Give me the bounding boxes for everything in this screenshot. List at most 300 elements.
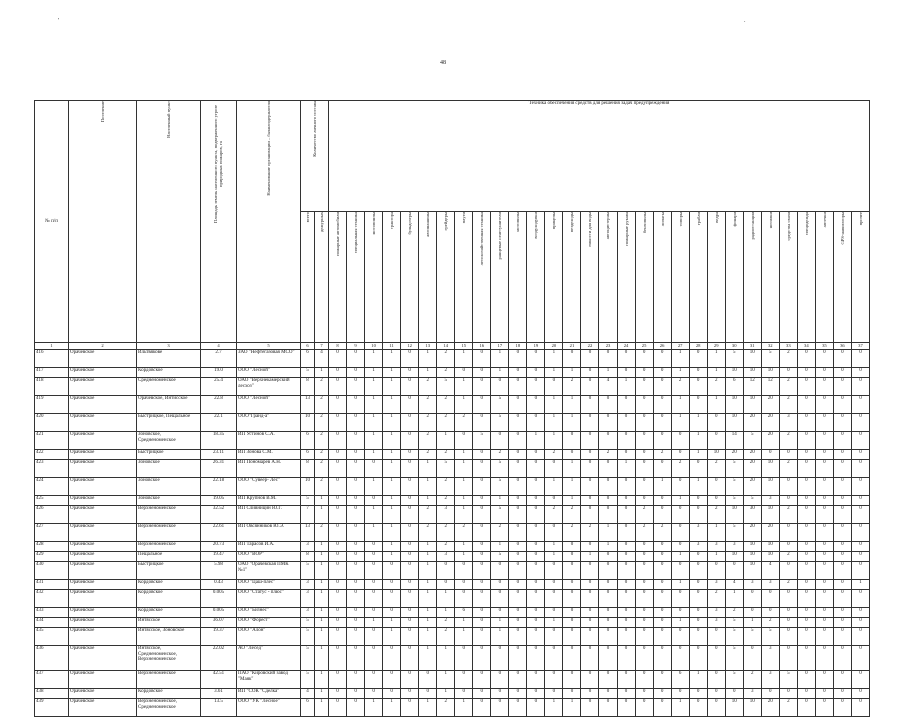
row-value: 0 [455, 580, 473, 590]
row-value: 0 [833, 562, 851, 580]
row-value: 0 [329, 618, 347, 628]
header-equip-col: лесохозяйственная техника [473, 212, 491, 343]
row-value: 0 [329, 628, 347, 646]
row-org: ПАО "Кировский завод "Маяк" [237, 671, 301, 689]
row-value: 0 [815, 689, 833, 699]
row-settlement: Орачевское [69, 689, 137, 699]
header-staff-total: всего [301, 212, 315, 343]
row-value: 10 [743, 542, 761, 552]
row-locality: Интясское, Зоновское [137, 628, 201, 646]
header-settlement: Поселение [69, 101, 137, 343]
row-value: 6 [455, 608, 473, 618]
row-value: 20 [761, 432, 779, 450]
row-value: 0 [545, 590, 563, 608]
row-value: 0 [347, 580, 365, 590]
row-value: 0 [473, 450, 491, 460]
row-value: 0 [689, 562, 707, 580]
row-value: 20 [743, 460, 761, 478]
row-value: 2 [779, 506, 797, 524]
row-value: 1 [617, 460, 635, 478]
table-row [35, 671, 870, 689]
header-staff: Количество личного состава [301, 101, 329, 212]
row-value: 0 [689, 506, 707, 524]
row-value: 1 [419, 618, 437, 628]
row-value: 0 [815, 350, 833, 368]
row-value: 0 [401, 699, 419, 717]
row-settlement: Орачевское [69, 524, 137, 542]
row-value: 0 [635, 618, 653, 628]
header-equip-col: лопаты [653, 212, 671, 343]
row-value: 0 [797, 506, 815, 524]
row-value: 5 [491, 414, 509, 432]
row-value: 0 [599, 699, 617, 717]
row-value: 0 [401, 478, 419, 496]
row-value: 0 [779, 628, 797, 646]
row-value: 0 [671, 506, 689, 524]
row-value: 0 [581, 496, 599, 506]
row-value: 0 [671, 628, 689, 646]
table-row [35, 699, 870, 717]
row-value: 1 [383, 618, 401, 628]
row-value: 1 [365, 618, 383, 628]
table-row [35, 368, 870, 378]
row-value: 3 [707, 580, 725, 590]
row-value: 0 [761, 608, 779, 618]
row-value: 1 [707, 524, 725, 542]
row-num: 420 [35, 414, 69, 432]
row-value: 0 [563, 689, 581, 699]
row-value: 0 [347, 350, 365, 368]
row-value: 0 [635, 460, 653, 478]
row-value: 0 [491, 580, 509, 590]
row-value: 0 [797, 646, 815, 671]
row-value: 1 [545, 368, 563, 378]
row-value: 5 [743, 432, 761, 450]
row-value: 0 [509, 450, 527, 460]
row-value: 0 [815, 628, 833, 646]
column-number: 28 [689, 343, 707, 350]
row-value: 0 [635, 552, 653, 562]
row-value: 1 [599, 368, 617, 378]
header-area: Площадь земель населенного пункта, подверженного угрозе природных пожаров, га [201, 101, 237, 343]
row-value: 0 [851, 552, 869, 562]
row-value: 1 [563, 699, 581, 717]
row-locality: Кордовское [137, 580, 201, 590]
row-value: 0 [527, 608, 545, 618]
row-value: 0 [509, 552, 527, 562]
row-area: 22.8 [201, 396, 237, 414]
row-value: 3 [725, 542, 743, 552]
row-value: 1 [365, 450, 383, 460]
row-value: 3 [437, 506, 455, 524]
row-value: 0 [473, 689, 491, 699]
table-row [35, 580, 870, 590]
row-value: 0 [797, 460, 815, 478]
row-value: 0 [689, 580, 707, 590]
row-value: 0 [365, 628, 383, 646]
row-value: 0 [401, 542, 419, 552]
column-number: 32 [761, 343, 779, 350]
row-org: ИП Устинов С.А. [237, 432, 301, 450]
row-value: 1 [383, 506, 401, 524]
row-value: 0 [383, 562, 401, 580]
row-value: 0 [815, 590, 833, 608]
row-value: 1 [365, 478, 383, 496]
row-value: 2 [419, 524, 437, 542]
row-value: 0 [797, 478, 815, 496]
row-value: 0 [617, 478, 635, 496]
row-value: 1 [743, 618, 761, 628]
row-value: 0 [473, 618, 491, 628]
row-value: 0 [329, 350, 347, 368]
row-value: 0 [761, 450, 779, 460]
row-value: 0 [509, 496, 527, 506]
row-settlement: Орачевское [69, 478, 137, 496]
row-value: 0 [851, 628, 869, 646]
row-value: 2 [437, 524, 455, 542]
row-value: 0 [473, 460, 491, 478]
row-value: 1 [365, 378, 383, 396]
row-value: 20 [761, 699, 779, 717]
row-value: 1 [419, 552, 437, 562]
column-number: 13 [419, 343, 437, 350]
row-num: 438 [35, 689, 69, 699]
row-value: 0 [473, 580, 491, 590]
row-value: 0 [851, 350, 869, 368]
row-value: 0 [743, 590, 761, 608]
row-value: 3 [761, 671, 779, 689]
row-value: 0 [509, 671, 527, 689]
row-area: 0.43 [201, 580, 237, 590]
row-value: 0 [509, 590, 527, 608]
row-value: 0 [851, 524, 869, 542]
row-value: 1 [671, 414, 689, 432]
row-value: 3 [437, 552, 455, 562]
row-area: 0.005 [201, 590, 237, 608]
row-value: 1 [365, 699, 383, 717]
row-value: 0 [401, 396, 419, 414]
row-value: 0 [347, 671, 365, 689]
row-value: 2 [437, 628, 455, 646]
row-num: 417 [35, 368, 69, 378]
column-number: 30 [725, 343, 743, 350]
row-value: 0 [851, 506, 869, 524]
row-value: 1 [383, 628, 401, 646]
row-value: 1 [725, 590, 743, 608]
row-value: 6 [301, 350, 315, 368]
row-value: 0 [347, 524, 365, 542]
row-value: 1 [437, 646, 455, 671]
row-value: 0 [815, 562, 833, 580]
row-value: 0 [653, 699, 671, 717]
row-value: 1 [491, 496, 509, 506]
row-value: 10 [761, 506, 779, 524]
row-value: 0 [689, 689, 707, 699]
row-value: 0 [383, 671, 401, 689]
row-value: 0 [707, 414, 725, 432]
row-value: 0 [671, 689, 689, 699]
row-value: 2 [315, 460, 329, 478]
row-value: 0 [581, 590, 599, 608]
table-row [35, 646, 870, 671]
row-value: 2 [455, 414, 473, 432]
row-value: 0 [455, 432, 473, 450]
row-locality: Интясское [137, 618, 201, 628]
row-value: 0 [473, 396, 491, 414]
row-value: 0 [509, 378, 527, 396]
row-value: 0 [815, 524, 833, 542]
row-value: 0 [797, 699, 815, 717]
column-number: 18 [509, 343, 527, 350]
row-value: 0 [617, 524, 635, 542]
row-value: 0 [347, 618, 365, 628]
column-number: 14 [437, 343, 455, 350]
row-settlement: Орачевское [69, 608, 137, 618]
row-value: 1 [455, 496, 473, 506]
row-value: 0 [725, 562, 743, 580]
row-value: 0 [635, 590, 653, 608]
row-value: 0 [599, 552, 617, 562]
column-number: 9 [347, 343, 365, 350]
row-value: 0 [779, 590, 797, 608]
row-value: 1 [383, 396, 401, 414]
row-value: 13 [301, 524, 315, 542]
row-value: 4 [301, 689, 315, 699]
row-value: 10 [761, 368, 779, 378]
row-area: 5.98 [201, 562, 237, 580]
row-value: 4 [315, 350, 329, 368]
column-number: 4 [201, 343, 237, 350]
row-value: 20 [743, 524, 761, 542]
row-value: 0 [599, 478, 617, 496]
row-value: 10 [301, 414, 315, 432]
row-value: 1 [315, 542, 329, 552]
row-value: 0 [581, 542, 599, 552]
row-value: 0 [347, 496, 365, 506]
column-number: 11 [383, 343, 401, 350]
header-equip-col: мотопилы [509, 212, 527, 343]
row-value: 5 [301, 671, 315, 689]
row-value: 0 [779, 478, 797, 496]
column-number: 25 [635, 343, 653, 350]
header-equip-col: пожарные рукава [617, 212, 635, 343]
row-value: 1 [315, 580, 329, 590]
row-value: 1 [455, 628, 473, 646]
row-value: 0 [365, 552, 383, 562]
row-num: 421 [35, 432, 69, 450]
row-value: 0 [419, 689, 437, 699]
row-value: 0 [851, 378, 869, 396]
row-value: 1 [315, 506, 329, 524]
row-locality: Верхненоменское [137, 506, 201, 524]
row-value: 0 [833, 450, 851, 460]
row-settlement: Орачевское [69, 618, 137, 628]
row-area: 19.0 [201, 368, 237, 378]
header-equip-col: воздуходувки [527, 212, 545, 343]
column-number: 34 [797, 343, 815, 350]
row-value: 4 [599, 378, 617, 396]
column-number: 12 [401, 343, 419, 350]
table-row [35, 414, 870, 432]
row-value: 0 [689, 368, 707, 378]
row-value: 2 [437, 368, 455, 378]
row-value: 2 [315, 450, 329, 460]
row-value: 0 [779, 542, 797, 552]
row-value: 0 [455, 590, 473, 608]
row-org: ИП "СОК "Сделка" [237, 689, 301, 699]
row-value: 0 [689, 646, 707, 671]
row-org: ИП Сливницин Ю.Г. [237, 506, 301, 524]
row-value: 0 [545, 460, 563, 478]
table-row [35, 552, 870, 562]
row-value: 0 [545, 628, 563, 646]
row-value: 1 [315, 671, 329, 689]
row-value: 5 [491, 460, 509, 478]
row-value: 1 [365, 506, 383, 524]
row-value: 0 [815, 432, 833, 450]
row-locality: Быстрицкое [137, 562, 201, 580]
row-value: 0 [455, 689, 473, 699]
row-num: 434 [35, 618, 69, 628]
table-row [35, 524, 870, 542]
row-value: 0 [527, 671, 545, 689]
row-value: 0 [815, 506, 833, 524]
row-value: 3 [743, 689, 761, 699]
row-value: 0 [707, 478, 725, 496]
row-value: 0 [797, 496, 815, 506]
row-value: 5 [761, 628, 779, 646]
row-value: 5 [779, 671, 797, 689]
row-settlement: Орачевское [69, 396, 137, 414]
column-number: 2 [69, 343, 137, 350]
row-value: 0 [815, 450, 833, 460]
row-value: 0 [653, 618, 671, 628]
row-value: 0 [563, 580, 581, 590]
row-org: ИП Овсянников Ю.Э. [237, 524, 301, 542]
row-value: 0 [653, 378, 671, 396]
row-value: 1 [419, 628, 437, 646]
row-value: 0 [437, 562, 455, 580]
row-value: 5 [761, 350, 779, 368]
row-value: 1 [527, 432, 545, 450]
row-value: 0 [653, 506, 671, 524]
row-area: 23.11 [201, 450, 237, 460]
table-row [35, 618, 870, 628]
row-value: 2 [437, 450, 455, 460]
row-value: 0 [779, 646, 797, 671]
row-value: 0 [401, 432, 419, 450]
row-area: 20.73 [201, 542, 237, 552]
row-value: 5 [491, 396, 509, 414]
row-value: 0 [635, 689, 653, 699]
row-value: 0 [617, 618, 635, 628]
header-equip-col: грейдеры [437, 212, 455, 343]
column-number: 24 [617, 343, 635, 350]
row-value: 1 [671, 618, 689, 628]
row-value: 0 [509, 368, 527, 378]
table-row [35, 496, 870, 506]
row-value: 0 [509, 460, 527, 478]
row-value: 0 [509, 580, 527, 590]
row-value: 1 [383, 450, 401, 460]
row-value: 0 [599, 671, 617, 689]
row-org: ООО "Сувеер- Лес" [237, 478, 301, 496]
row-value: 0 [617, 580, 635, 590]
row-value: 0 [689, 552, 707, 562]
row-value: 0 [653, 350, 671, 368]
row-value: 0 [509, 608, 527, 618]
row-value: 10 [743, 396, 761, 414]
row-num: 419 [35, 396, 69, 414]
row-value: 2 [315, 524, 329, 542]
row-value: 0 [599, 396, 617, 414]
row-value: 0 [833, 460, 851, 478]
row-value: 0 [797, 378, 815, 396]
row-value: 1 [455, 699, 473, 717]
row-value: 1 [437, 432, 455, 450]
header-equip-col: топоры [671, 212, 689, 343]
row-area: 2.7 [201, 350, 237, 368]
row-value: 6 [301, 699, 315, 717]
row-value: 1 [671, 580, 689, 590]
row-value: 3 [689, 524, 707, 542]
row-value: 5 [301, 496, 315, 506]
table-row [35, 450, 870, 460]
row-value: 0 [509, 350, 527, 368]
header-num: № п/п [35, 101, 69, 343]
row-value: 0 [851, 618, 869, 628]
row-value: 14 [725, 432, 743, 450]
row-value: 6 [671, 671, 689, 689]
row-value: 0 [347, 460, 365, 478]
row-value: 0 [689, 699, 707, 717]
row-value: 0 [473, 608, 491, 618]
row-area: 3.61 [201, 689, 237, 699]
row-value: 10 [725, 414, 743, 432]
table-row [35, 506, 870, 524]
row-value: 8 [301, 552, 315, 562]
row-value: 0 [815, 608, 833, 618]
row-value: 2 [315, 414, 329, 432]
row-area: 22.02 [201, 646, 237, 671]
row-value: 0 [851, 689, 869, 699]
row-value: 0 [401, 646, 419, 671]
row-value: 0 [383, 608, 401, 618]
row-value: 0 [635, 350, 653, 368]
row-value: 7 [301, 506, 315, 524]
row-value: 0 [491, 590, 509, 608]
row-value: 2 [437, 618, 455, 628]
row-num: 418 [35, 378, 69, 396]
row-value: 1 [315, 628, 329, 646]
row-value: 0 [815, 460, 833, 478]
row-value: 1 [419, 646, 437, 671]
row-value: 5 [301, 368, 315, 378]
row-value: 1 [315, 368, 329, 378]
row-value: 0 [797, 368, 815, 378]
row-locality: Кордовское [137, 689, 201, 699]
row-value: 0 [329, 396, 347, 414]
row-value: 0 [329, 460, 347, 478]
row-settlement: Орачевское [69, 590, 137, 608]
row-value: 0 [797, 689, 815, 699]
row-value: 0 [599, 562, 617, 580]
row-value: 0 [347, 646, 365, 671]
row-value: 2 [707, 506, 725, 524]
row-value: 0 [833, 646, 851, 671]
row-org: ООО "Лесной" [237, 396, 301, 414]
row-area: 36.07 [201, 618, 237, 628]
